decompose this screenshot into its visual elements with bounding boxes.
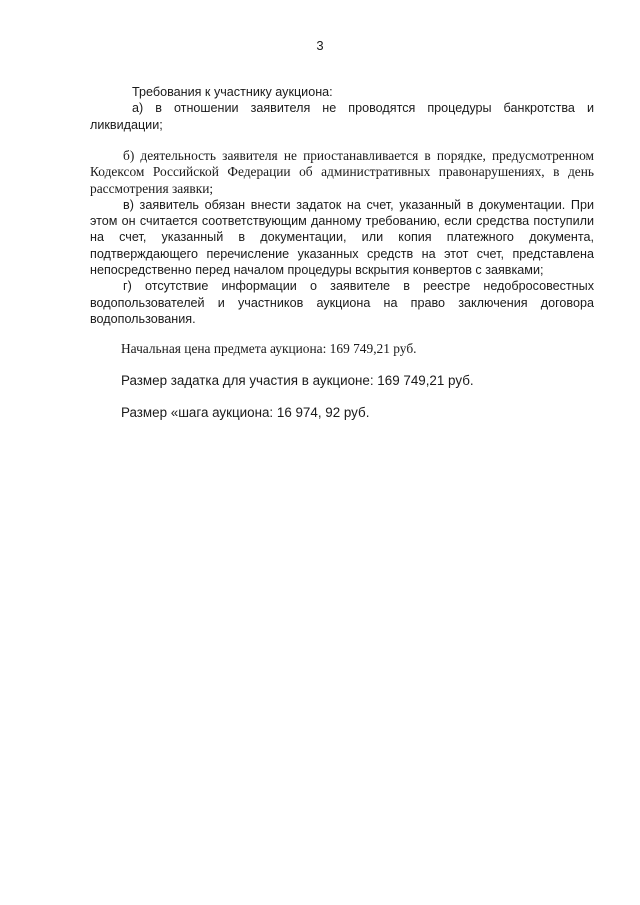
auction-step: Размер «шага аукциона: 16 974, 92 руб. (121, 405, 370, 420)
requirement-item-v: в) заявитель обязан внести задаток на счет, указанный в документации. При этом он считается соответствующим данному требованию, если средства поступили на счет, указанный в документации, или копия платежного документа, подтверждающего перечисление указанных средств на этот счет, представлена непосредственно перед началом процедуры вскрытия конвертов с заявками; (90, 197, 594, 278)
requirements-section (90, 84, 594, 133)
initial-price: Начальная цена предмета аукциона: 169 749,21 руб. (121, 341, 417, 356)
deposit-amount: Размер задатка для участия в аукционе: 169 749,21 руб. (121, 373, 474, 388)
page-number: 3 (316, 38, 324, 53)
requirements-heading: Требования к участнику аукциона: (132, 85, 333, 99)
requirements-continued (90, 148, 594, 327)
requirement-item-b: б) деятельность заявителя не приостанавливается в порядке, предусмотренном Кодексом Российской Федерации об административных правонарушениях, в день рассмотрения заявки; (90, 148, 594, 196)
requirement-item-a: а) в отношении заявителя не проводятся процедуры банкротства и ликвидации; (90, 101, 594, 132)
requirement-item-g: г) отсутствие информации о заявителе в реестре недобросовестных водопользователей и участников аукциона на право заключения договора водопользования. (90, 279, 594, 326)
